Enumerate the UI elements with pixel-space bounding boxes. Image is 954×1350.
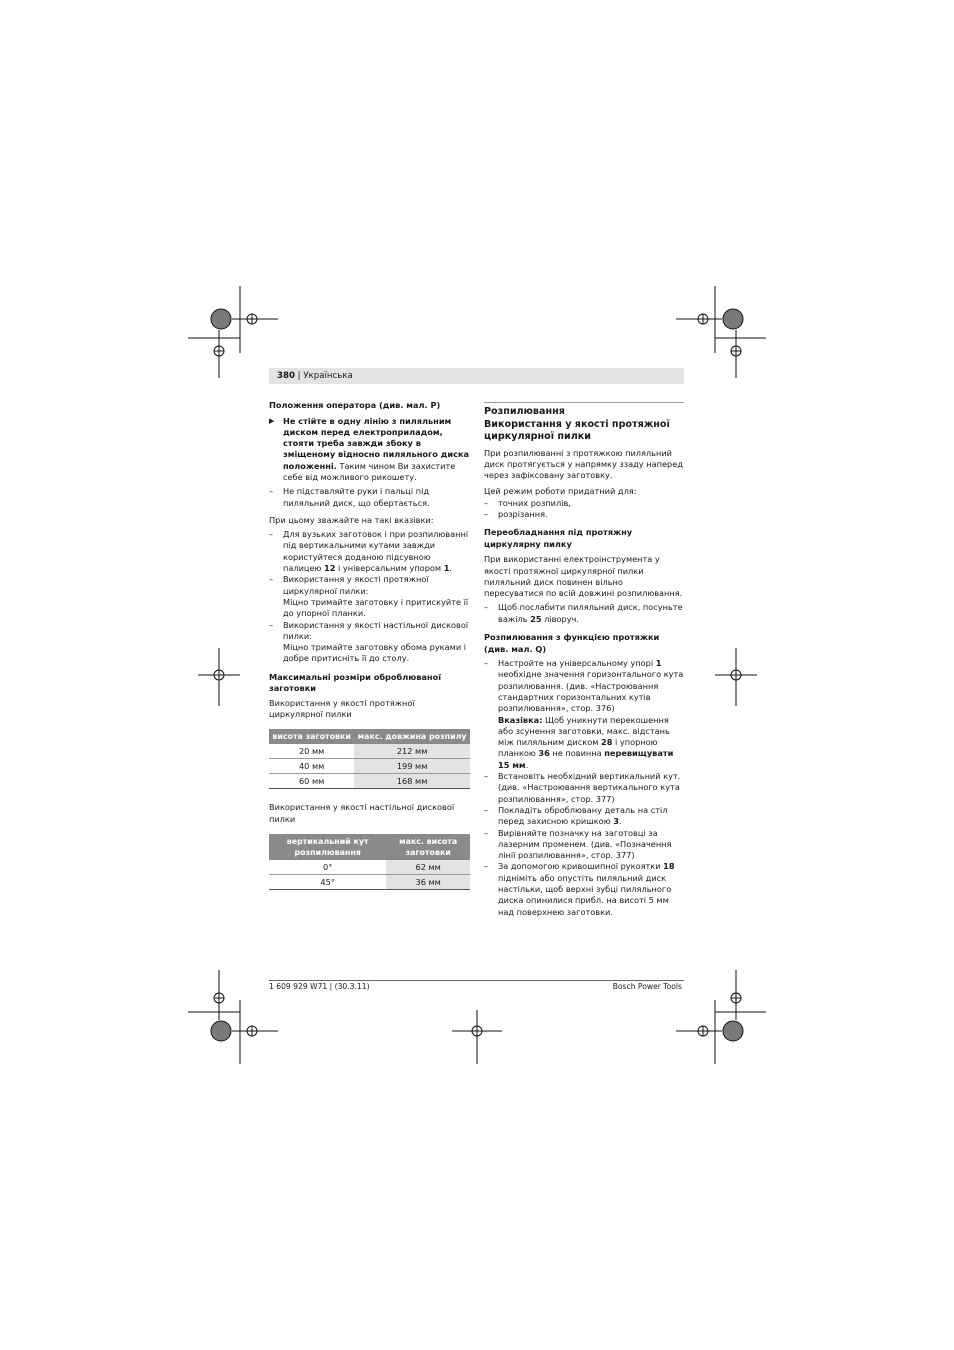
use-table-label: Використання у якості настільної дискової пилки:: [283, 619, 469, 641]
step1-note-label: Вказівка:: [498, 714, 543, 725]
step1-note-1: Щоб уникнути перекошення або зсунення заготовки, макс. відстань між пиляльним диском: [498, 714, 670, 748]
narrow-ref-12: 12: [324, 563, 336, 574]
table-row: [269, 860, 470, 875]
suit-cutting: розрізання.: [498, 508, 548, 519]
table-cell: 20 мм: [269, 744, 354, 759]
loosen-item: [484, 602, 684, 625]
step5-text-c: підніміть або опустіть пиляльний диск настільки, щоб верхні зубці пиляльного диска опинилися прибл. на висоті 5 мм над поверхнею заготовки.: [498, 872, 672, 917]
step1-note-3: не повинна: [549, 748, 605, 759]
step1-ref-1: 1: [655, 658, 662, 669]
table2-caption: Використання у якості настільної дискової пилки: [269, 802, 455, 824]
step2-text: Встановіть необхідний вертикальний кут. (див. «Настроювання вертикального кута розпилювання», стор. 377): [498, 771, 681, 804]
max-dimensions-heading: Максимальні розміри оброблюваної заготовки: [269, 671, 442, 694]
dash-icon: –: [484, 508, 489, 519]
section-subtitle: Використання у якості протяжної циркулярної пилки: [484, 418, 670, 442]
step1-note-4: .: [525, 759, 529, 770]
right-column: [484, 402, 684, 918]
table1-header-length: макс. довжина розпилу: [354, 729, 470, 744]
step3-text-a: Покладіть оброблювану деталь на стіл перед захисною кришкою: [498, 804, 668, 827]
sawing-heading: Розпилювання з функцією протяжки (див. мал. Q): [484, 632, 660, 654]
narrow-text-2: і універсальним упором: [335, 563, 444, 574]
step1-ref-36: 36: [538, 748, 550, 759]
table-cell: 199 мм: [354, 759, 470, 774]
narrow-ref-1: 1: [443, 563, 450, 574]
table-cell: 45°: [269, 874, 386, 889]
dash-icon: –: [269, 486, 274, 497]
step-2: [484, 771, 684, 805]
table-cell: 62 мм: [386, 860, 470, 875]
dash-icon: –: [484, 827, 489, 838]
loosen-text-2: ліворуч.: [541, 613, 579, 624]
warning-normal: Таким чином Ви захистите себе від можливого рикошету.: [283, 460, 456, 482]
header-separator: |: [294, 371, 304, 381]
step-3: [484, 805, 684, 828]
table-radial-saw: [269, 729, 470, 789]
use-radial-label: Використання у якості протяжної циркулярної пилки:: [283, 574, 429, 596]
dash-icon: –: [484, 861, 489, 872]
dash-icon: –: [484, 804, 489, 815]
table-cell: 0°: [269, 860, 386, 875]
table-cell: 168 мм: [354, 774, 470, 789]
step-5: [484, 861, 684, 917]
list-item: [484, 498, 684, 509]
table1-header-height: висота заготовки: [269, 729, 354, 744]
dash-icon: –: [484, 658, 489, 669]
table-row: [269, 874, 470, 889]
use-radial-item: [269, 574, 470, 619]
footer-doc-id: 1 609 929 W71 | (30.3.11): [269, 982, 370, 991]
step5-ref-18: 18: [663, 861, 675, 872]
dash-icon: –: [269, 619, 274, 630]
table-row: [269, 774, 470, 789]
radial-intro: При розпилюванні з протяжкою пиляльний диск протягується у напрямку ззаду наперед через зафіксовану заготовку.: [484, 447, 683, 481]
table-row: [269, 759, 470, 774]
warning-item: [269, 416, 470, 484]
step-1: [484, 658, 684, 771]
page-header: [269, 368, 684, 384]
step1-note-2: і упорною планкою: [498, 737, 658, 759]
loosen-text-1: Щоб послабити пиляльний диск, посуньте важіль: [498, 602, 683, 624]
narrow-text-3: .: [449, 563, 452, 574]
conversion-text: При використанні електроінструмента у якості протяжної циркулярної пилки пиляльний диск повинен вільно пересуватися по всій довжині розпилювання.: [484, 554, 683, 599]
suitable-intro: Цей режим роботи придатний для:: [484, 486, 637, 497]
arrow-icon: ▶: [269, 416, 275, 425]
table1-caption: Використання у якості протяжної циркулярної пилки: [269, 697, 415, 720]
list-item: [484, 509, 684, 520]
dash-icon: –: [484, 771, 489, 782]
table-cell: 40 мм: [269, 759, 354, 774]
table2-header-height: макс. висота заготовки: [386, 834, 470, 860]
suit-precise: точних розпилів,: [498, 497, 571, 508]
footer-brand: Bosch Power Tools: [612, 982, 682, 991]
step1-ref-28: 28: [601, 737, 613, 748]
no-hands-text: Не підставляйте руки і пальці під пиляльний диск, що обертається.: [283, 486, 430, 508]
step1-text-c: необхідне значення горизонтального кута розпилювання. (див. «Настроювання стандартних горизонтальних кутів розпилювання», стор. 376): [498, 669, 684, 714]
step3-text-c: .: [618, 816, 622, 827]
section-rule: [484, 402, 684, 403]
table2-header-angle: вертикальний кут розпилювання: [269, 834, 386, 860]
narrow-item: [269, 529, 470, 574]
left-column: [269, 400, 470, 890]
step4-text: Вирівняйте позначку на заготовці за лазерним променем. (див. «Позначення лінії розпилювання», стор. 377): [498, 827, 672, 861]
dash-icon: –: [484, 602, 489, 613]
use-table-item: [269, 620, 470, 665]
page-number: 380: [277, 371, 295, 381]
narrow-text-1: Для вузьких заготовок і при розпилюванні під вертикальними кутами завжди користуйтеся доданою підсувною палицею: [283, 529, 469, 574]
header-language: Українська: [303, 371, 353, 381]
note-intro: При цьому зважайте на такі вказівки:: [269, 514, 434, 525]
operator-heading: Положення оператора (див. мал. P): [269, 400, 441, 410]
warning-bold: Не стійте в одну лінію з пиляльним диском перед електроприладом, стояти треба завжди збоку в зміщеному відносно пиляльного диска положенні.: [283, 415, 470, 471]
use-table-text: Міцно тримайте заготовку обома руками і добре притисніть її до столу.: [283, 642, 467, 664]
step5-text-a: За допомогою кривошипної рукоятки: [498, 861, 664, 872]
use-radial-text: Міцно тримайте заготовку і притискуйте її до упорної планки.: [283, 596, 469, 619]
step1-note-limit: перевищувати 15 мм: [498, 748, 674, 770]
dash-icon: –: [484, 497, 489, 508]
table-table-saw: [269, 834, 470, 890]
table-cell: 212 мм: [354, 744, 470, 759]
loosen-ref-25: 25: [530, 613, 542, 624]
step1-text-a: Настройте на універсальному упорі: [498, 658, 656, 669]
section-title: Розпилювання: [484, 406, 565, 417]
dash-icon: –: [269, 574, 274, 585]
footer-rule: [269, 980, 684, 981]
table-cell: 60 мм: [269, 774, 354, 789]
no-hands-item: [269, 486, 470, 509]
conversion-heading: Переобладнання під протяжну циркулярну пилку: [484, 527, 633, 549]
dash-icon: –: [269, 529, 274, 540]
step-4: [484, 828, 684, 862]
table-cell: 36 мм: [386, 874, 470, 889]
step3-ref-3: 3: [613, 816, 619, 827]
table-row: [269, 744, 470, 759]
